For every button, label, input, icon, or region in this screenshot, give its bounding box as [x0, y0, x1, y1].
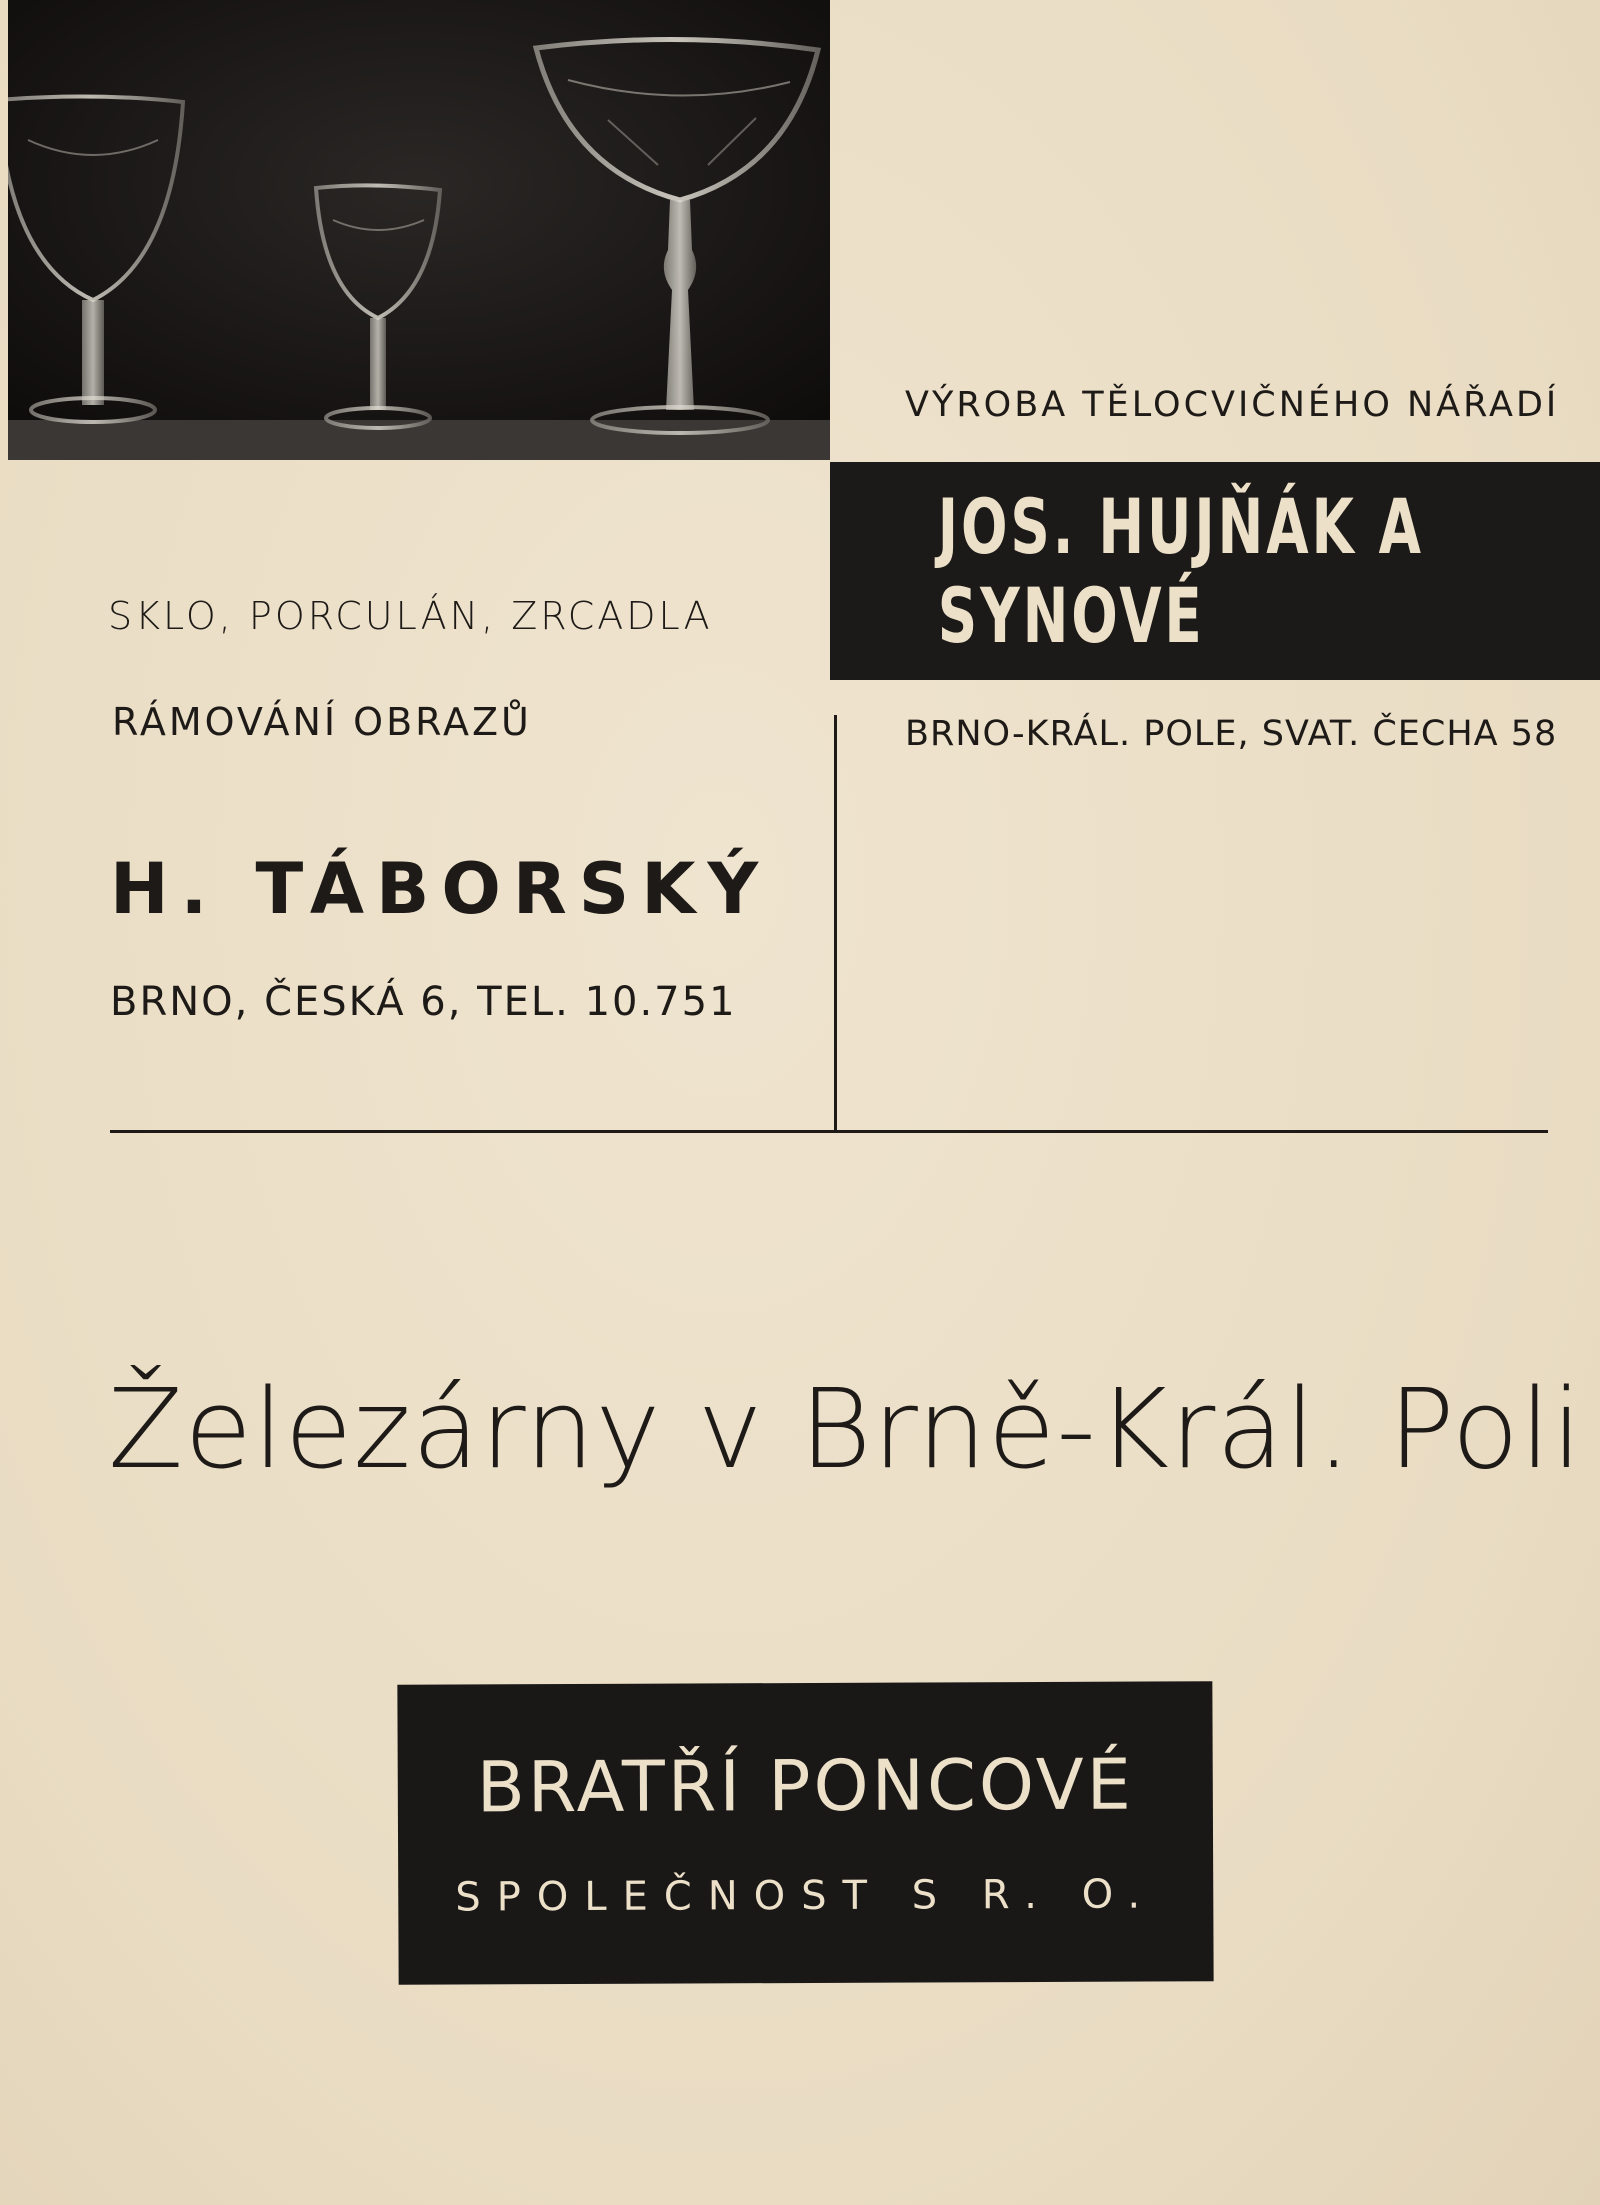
left-ad-services-line: RÁMOVÁNÍ OBRAZŮ — [112, 700, 532, 744]
glassware-photo — [8, 0, 830, 460]
right-ad-name-banner — [830, 462, 1600, 680]
left-ad-address: BRNO, ČESKÁ 6, TEL. 10.751 — [110, 979, 737, 1025]
right-ad-tagline: VÝROBA TĚLOCVIČNÉHO NÁŘADÍ — [905, 385, 1560, 425]
bottom-ad-banner — [397, 1681, 1213, 1985]
right-ad-company-name: JOS. HUJŇÁK A SYNOVÉ — [937, 482, 1424, 660]
three-crystal-glasses-icon — [8, 0, 830, 460]
left-ad-products-line: SKLO, PORCULÁN, ZRCADLA — [108, 594, 713, 638]
left-ad-company-name: H. TÁBORSKÝ — [110, 848, 771, 930]
horizontal-divider — [110, 1130, 1548, 1133]
bottom-ad-company-type: SPOLEČNOST S R. O. — [455, 1871, 1157, 1921]
vertical-divider — [834, 715, 837, 1130]
right-ad-address: BRNO-KRÁL. POLE, SVAT. ČECHA 58 — [905, 714, 1558, 754]
ironworks-headline: Železárny v Brně-Král. Poli — [108, 1365, 1584, 1493]
bottom-ad-company-name: BRATŘÍ PONCOVÉ — [476, 1743, 1135, 1829]
